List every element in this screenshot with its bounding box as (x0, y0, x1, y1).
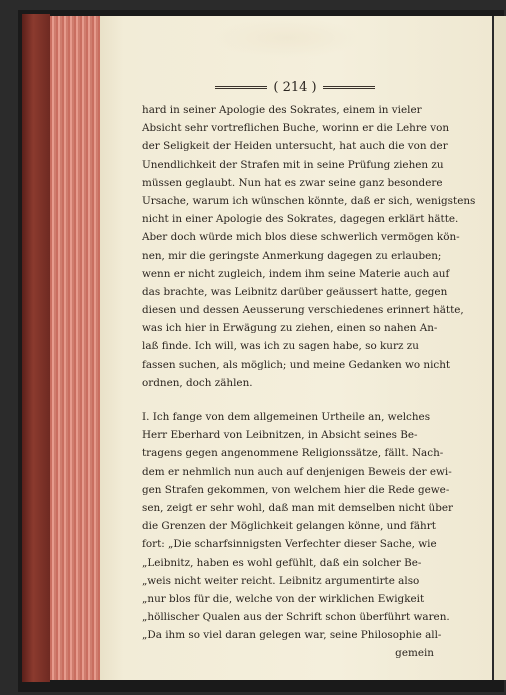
text-line: müssen geglaubt. Nun hat es zwar seine ganz besondere (142, 176, 443, 189)
text-line: nicht in einer Apologie des Sokrates, dagegen erklärt hätte. (142, 213, 459, 226)
text-line: was ich hier in Erwägung zu ziehen, einen so nahen An- (142, 322, 438, 335)
page-edges (50, 16, 102, 680)
header-rule-right (323, 86, 375, 89)
text-line: diesen und dessen Aeusserung verschiedenes erinnert hätte, (142, 304, 464, 317)
text-line: die Grenzen der Möglichkeit gelangen könne, und fährt (142, 520, 436, 533)
text-line: „nur blos für die, welche von der wirklichen Ewigkeit (142, 592, 425, 605)
text-line: sen, zeigt er sehr wohl, daß man mit demselben nicht über (142, 501, 453, 514)
text-line: Ursache, warum ich wünschen könnte, daß er sich, wenigstens (142, 194, 476, 207)
header-rule-left (215, 86, 267, 89)
text-line: fassen suchen, als möglich; und meine Gedanken wo nicht (142, 358, 451, 371)
text-line: Herr Eberhard von Leibnitzen, in Absicht seines Be- (142, 429, 418, 442)
text-line: nen, mir die geringste Anmerkung dagegen zu erlauben; (142, 249, 442, 262)
paragraph-2 (142, 408, 453, 644)
paragraph-1 (142, 101, 476, 392)
catchword: gemein (395, 647, 434, 660)
text-line: „Leibnitz, haben es wohl gefühlt, daß ein solcher Be- (142, 556, 422, 569)
text-line: tragens gegen angenommene Religionssätze, fällt. Nach- (142, 447, 444, 460)
text-line: ordnen, doch zählen. (142, 376, 253, 389)
page-stain (212, 18, 362, 58)
text-line: Unendlichkeit der Strafen mit in seine Prüfung ziehen zu (142, 158, 444, 171)
text-line: gen Strafen gekommen, von welchem hier die Rede gewe- (142, 483, 450, 496)
text-line: wenn er nicht zugleich, indem ihm seine Materie auch auf (142, 267, 450, 280)
text-line: laß finde. Ich will, was ich zu sagen habe, so kurz zu (142, 340, 419, 353)
text-line: hard in seiner Apologie des Sokrates, einem in vieler (142, 104, 422, 116)
facing-page-edge (492, 16, 506, 680)
text-line: das brachte, was Leibnitz darüber geäussert hatte, gegen (142, 285, 448, 298)
text-line: Absicht sehr vortreflichen Buche, worinn er die Lehre von (142, 122, 450, 135)
text-line: dem er nehmlich nun auch auf denjenigen Beweis der ewi- (142, 465, 452, 478)
text-line: Aber doch würde mich blos diese schwerlich vermögen kön- (142, 231, 460, 244)
page-number: ( 214 ) (273, 80, 317, 95)
book-spine (22, 14, 50, 682)
text-line: der Seligkeit der Heiden untersucht, hat auch die von der (142, 140, 448, 153)
text-line: I. Ich fange von dem allgemeinen Urtheile an, welches (142, 411, 431, 423)
text-line: „höllischer Qualen aus der Schrift schon überführt waren. (142, 611, 450, 624)
text-line: „weis nicht weiter reicht. Leibnitz argumentirte also (142, 574, 420, 587)
text-line: fort: „Die scharfsinnigsten Verfechter dieser Sache, wie (142, 538, 437, 551)
text-line: „Da ihm so viel daran gelegen war, seine Philosophie all- (142, 629, 442, 642)
body-text (142, 101, 476, 663)
page-header (205, 80, 385, 96)
